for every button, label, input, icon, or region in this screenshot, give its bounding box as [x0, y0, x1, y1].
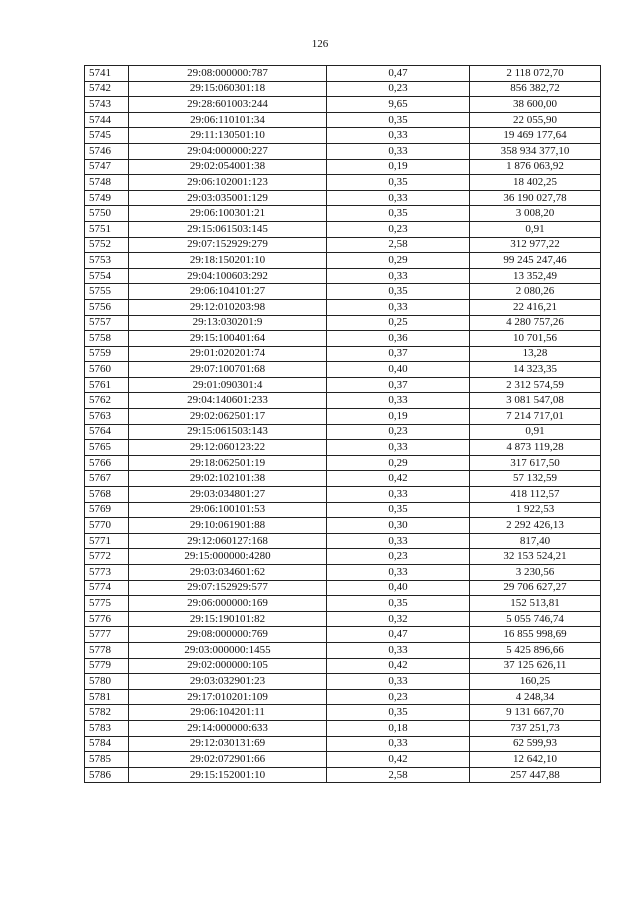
coefficient-cell: 0,35 [327, 705, 470, 721]
cadastral-value-cell: 22 055,90 [470, 112, 601, 128]
table-row [85, 471, 601, 487]
coefficient-cell: 0,35 [327, 175, 470, 191]
coefficient-cell: 0,33 [327, 268, 470, 284]
table-row [85, 175, 601, 191]
row-number-cell: 5749 [85, 190, 129, 206]
cadastral-value-cell: 38 600,00 [470, 97, 601, 113]
coefficient-cell: 0,29 [327, 455, 470, 471]
cadastral-value-cell: 418 112,57 [470, 487, 601, 503]
coefficient-cell: 0,30 [327, 518, 470, 534]
cadastral-number-cell: 29:07:152929:577 [129, 580, 327, 596]
coefficient-cell: 0,35 [327, 284, 470, 300]
cadastral-number-cell: 29:03:000000:1455 [129, 642, 327, 658]
cadastral-number-cell: 29:18:062501:19 [129, 455, 327, 471]
cadastral-number-cell: 29:12:060127:168 [129, 533, 327, 549]
coefficient-cell: 0,33 [327, 299, 470, 315]
coefficient-cell: 0,33 [327, 393, 470, 409]
cadastral-number-cell: 29:12:030131:69 [129, 736, 327, 752]
row-number-cell: 5765 [85, 440, 129, 456]
cadastral-number-cell: 29:15:061503:145 [129, 221, 327, 237]
cadastral-number-cell: 29:02:102101:38 [129, 471, 327, 487]
coefficient-cell: 0,29 [327, 253, 470, 269]
row-number-cell: 5783 [85, 720, 129, 736]
row-number-cell: 5770 [85, 518, 129, 534]
cadastral-value-cell: 16 855 998,69 [470, 627, 601, 643]
row-number-cell: 5758 [85, 331, 129, 347]
coefficient-cell: 0,33 [327, 190, 470, 206]
row-number-cell: 5744 [85, 112, 129, 128]
table-row [85, 518, 601, 534]
table-row [85, 299, 601, 315]
cadastral-number-cell: 29:02:000000:105 [129, 658, 327, 674]
table-body [85, 66, 601, 783]
table-row [85, 97, 601, 113]
cadastral-number-cell: 29:02:062501:17 [129, 409, 327, 425]
table-row [85, 455, 601, 471]
table-row [85, 268, 601, 284]
row-number-cell: 5753 [85, 253, 129, 269]
cadastral-number-cell: 29:15:060301:18 [129, 81, 327, 97]
cadastral-value-cell: 3 230,56 [470, 565, 601, 581]
cadastral-number-cell: 29:06:100301:21 [129, 206, 327, 222]
cadastral-value-cell: 18 402,25 [470, 175, 601, 191]
cadastral-value-cell: 0,91 [470, 424, 601, 440]
row-number-cell: 5782 [85, 705, 129, 721]
coefficient-cell: 0,23 [327, 221, 470, 237]
table-row [85, 424, 601, 440]
row-number-cell: 5761 [85, 377, 129, 393]
cadastral-value-cell: 7 214 717,01 [470, 409, 601, 425]
cadastral-value-cell: 10 701,56 [470, 331, 601, 347]
cadastral-number-cell: 29:13:030201:9 [129, 315, 327, 331]
row-number-cell: 5781 [85, 689, 129, 705]
coefficient-cell: 0,18 [327, 720, 470, 736]
cadastral-number-cell: 29:01:090301:4 [129, 377, 327, 393]
table-row [85, 674, 601, 690]
cadastral-value-cell: 358 934 377,10 [470, 143, 601, 159]
table-row [85, 143, 601, 159]
row-number-cell: 5760 [85, 362, 129, 378]
cadastral-number-cell: 29:03:035001:129 [129, 190, 327, 206]
coefficient-cell: 0,33 [327, 487, 470, 503]
cadastral-number-cell: 29:07:152929:279 [129, 237, 327, 253]
row-number-cell: 5784 [85, 736, 129, 752]
coefficient-cell: 0,35 [327, 206, 470, 222]
coefficient-cell: 0,33 [327, 128, 470, 144]
cadastral-number-cell: 29:17:010201:109 [129, 689, 327, 705]
row-number-cell: 5755 [85, 284, 129, 300]
row-number-cell: 5779 [85, 658, 129, 674]
cadastral-number-cell: 29:04:100603:292 [129, 268, 327, 284]
table-row [85, 767, 601, 783]
row-number-cell: 5759 [85, 346, 129, 362]
table-row [85, 487, 601, 503]
table-row [85, 66, 601, 82]
cadastral-number-cell: 29:15:190101:82 [129, 611, 327, 627]
row-number-cell: 5767 [85, 471, 129, 487]
row-number-cell: 5780 [85, 674, 129, 690]
cadastral-number-cell: 29:18:150201:10 [129, 253, 327, 269]
coefficient-cell: 0,33 [327, 674, 470, 690]
cadastral-number-cell: 29:06:100101:53 [129, 502, 327, 518]
cadastral-value-cell: 4 280 757,26 [470, 315, 601, 331]
cadastral-number-cell: 29:10:061901:88 [129, 518, 327, 534]
row-number-cell: 5742 [85, 81, 129, 97]
row-number-cell: 5756 [85, 299, 129, 315]
cadastral-value-cell: 99 245 247,46 [470, 253, 601, 269]
coefficient-cell: 0,23 [327, 81, 470, 97]
table-row [85, 237, 601, 253]
table-row [85, 362, 601, 378]
row-number-cell: 5751 [85, 221, 129, 237]
table-row [85, 502, 601, 518]
table-row [85, 533, 601, 549]
page-number: 126 [311, 38, 329, 50]
row-number-cell: 5773 [85, 565, 129, 581]
cadastral-number-cell: 29:06:110101:34 [129, 112, 327, 128]
cadastral-value-cell: 36 190 027,78 [470, 190, 601, 206]
table-row [85, 720, 601, 736]
row-number-cell: 5785 [85, 752, 129, 768]
cadastral-number-cell: 29:12:060123:22 [129, 440, 327, 456]
row-number-cell: 5774 [85, 580, 129, 596]
cadastral-value-cell: 152 513,81 [470, 596, 601, 612]
cadastral-value-cell: 257 447,88 [470, 767, 601, 783]
table-row [85, 190, 601, 206]
cadastral-number-cell: 29:11:130501:10 [129, 128, 327, 144]
cadastral-number-cell: 29:06:104201:11 [129, 705, 327, 721]
table-row [85, 81, 601, 97]
cadastral-value-cell: 12 642,10 [470, 752, 601, 768]
data-table [84, 65, 601, 783]
table-row [85, 128, 601, 144]
coefficient-cell: 0,32 [327, 611, 470, 627]
table-row [85, 565, 601, 581]
cadastral-number-cell: 29:14:000000:633 [129, 720, 327, 736]
cadastral-number-cell: 29:01:020201:74 [129, 346, 327, 362]
table-row [85, 658, 601, 674]
row-number-cell: 5748 [85, 175, 129, 191]
coefficient-cell: 0,19 [327, 159, 470, 175]
table-row [85, 284, 601, 300]
coefficient-cell: 2,58 [327, 237, 470, 253]
cadastral-value-cell: 160,25 [470, 674, 601, 690]
table-row [85, 596, 601, 612]
cadastral-number-cell: 29:07:100701:68 [129, 362, 327, 378]
row-number-cell: 5745 [85, 128, 129, 144]
coefficient-cell: 0,47 [327, 627, 470, 643]
cadastral-number-cell: 29:28:601003:244 [129, 97, 327, 113]
table-row [85, 331, 601, 347]
table-row [85, 689, 601, 705]
cadastral-value-cell: 3 008,20 [470, 206, 601, 222]
table-row [85, 112, 601, 128]
cadastral-number-cell: 29:15:061503:143 [129, 424, 327, 440]
coefficient-cell: 0,23 [327, 424, 470, 440]
row-number-cell: 5786 [85, 767, 129, 783]
row-number-cell: 5747 [85, 159, 129, 175]
row-number-cell: 5769 [85, 502, 129, 518]
table-row [85, 377, 601, 393]
table-row [85, 315, 601, 331]
cadastral-value-cell: 2 118 072,70 [470, 66, 601, 82]
coefficient-cell: 0,23 [327, 549, 470, 565]
cadastral-value-cell: 3 081 547,08 [470, 393, 601, 409]
cadastral-number-cell: 29:15:100401:64 [129, 331, 327, 347]
coefficient-cell: 0,19 [327, 409, 470, 425]
cadastral-value-cell: 32 153 524,21 [470, 549, 601, 565]
cadastral-value-cell: 856 382,72 [470, 81, 601, 97]
cadastral-value-cell: 29 706 627,27 [470, 580, 601, 596]
cadastral-number-cell: 29:04:140601:233 [129, 393, 327, 409]
cadastral-value-cell: 2 292 426,13 [470, 518, 601, 534]
cadastral-value-cell: 57 132,59 [470, 471, 601, 487]
table-row [85, 627, 601, 643]
cadastral-number-cell: 29:15:000000:4280 [129, 549, 327, 565]
cadastral-value-cell: 312 977,22 [470, 237, 601, 253]
table-row [85, 642, 601, 658]
coefficient-cell: 0,35 [327, 502, 470, 518]
cadastral-number-cell: 29:06:102001:123 [129, 175, 327, 191]
cadastral-number-cell: 29:02:054001:38 [129, 159, 327, 175]
cadastral-value-cell: 817,40 [470, 533, 601, 549]
row-number-cell: 5768 [85, 487, 129, 503]
coefficient-cell: 0,33 [327, 143, 470, 159]
row-number-cell: 5754 [85, 268, 129, 284]
table-row [85, 159, 601, 175]
cadastral-value-cell: 737 251,73 [470, 720, 601, 736]
table-row [85, 253, 601, 269]
cadastral-number-cell: 29:03:034601:62 [129, 565, 327, 581]
coefficient-cell: 0,33 [327, 736, 470, 752]
coefficient-cell: 0,33 [327, 642, 470, 658]
row-number-cell: 5743 [85, 97, 129, 113]
cadastral-value-cell: 5 055 746,74 [470, 611, 601, 627]
coefficient-cell: 0,33 [327, 533, 470, 549]
table-row [85, 206, 601, 222]
coefficient-cell: 0,33 [327, 440, 470, 456]
cadastral-number-cell: 29:06:000000:169 [129, 596, 327, 612]
cadastral-value-cell: 14 323,35 [470, 362, 601, 378]
row-number-cell: 5777 [85, 627, 129, 643]
cadastral-number-cell: 29:08:000000:769 [129, 627, 327, 643]
table-row [85, 393, 601, 409]
cadastral-number-cell: 29:15:152001:10 [129, 767, 327, 783]
table-row [85, 580, 601, 596]
cadastral-value-cell: 19 469 177,64 [470, 128, 601, 144]
coefficient-cell: 0,42 [327, 752, 470, 768]
cadastral-value-cell: 4 873 119,28 [470, 440, 601, 456]
cadastral-number-cell: 29:03:032901:23 [129, 674, 327, 690]
coefficient-cell: 0,40 [327, 362, 470, 378]
coefficient-cell: 0,40 [327, 580, 470, 596]
cadastral-value-cell: 2 312 574,59 [470, 377, 601, 393]
row-number-cell: 5763 [85, 409, 129, 425]
cadastral-value-cell: 62 599,93 [470, 736, 601, 752]
table-row [85, 549, 601, 565]
cadastral-value-cell: 317 617,50 [470, 455, 601, 471]
table-row [85, 409, 601, 425]
cadastral-number-cell: 29:06:104101:27 [129, 284, 327, 300]
cadastral-value-cell: 1 922,53 [470, 502, 601, 518]
row-number-cell: 5746 [85, 143, 129, 159]
cadastral-value-cell: 4 248,34 [470, 689, 601, 705]
coefficient-cell: 0,42 [327, 658, 470, 674]
cadastral-value-cell: 9 131 667,70 [470, 705, 601, 721]
row-number-cell: 5766 [85, 455, 129, 471]
cadastral-value-cell: 2 080,26 [470, 284, 601, 300]
cadastral-number-cell: 29:02:072901:66 [129, 752, 327, 768]
cadastral-value-cell: 37 125 626,11 [470, 658, 601, 674]
cadastral-number-cell: 29:04:000000:227 [129, 143, 327, 159]
coefficient-cell: 9,65 [327, 97, 470, 113]
coefficient-cell: 0,23 [327, 689, 470, 705]
row-number-cell: 5741 [85, 66, 129, 82]
row-number-cell: 5762 [85, 393, 129, 409]
coefficient-cell: 0,25 [327, 315, 470, 331]
cadastral-value-cell: 13 352,49 [470, 268, 601, 284]
coefficient-cell: 0,47 [327, 66, 470, 82]
table-row [85, 440, 601, 456]
table-row [85, 346, 601, 362]
row-number-cell: 5757 [85, 315, 129, 331]
coefficient-cell: 2,58 [327, 767, 470, 783]
coefficient-cell: 0,35 [327, 596, 470, 612]
table-row [85, 611, 601, 627]
coefficient-cell: 0,37 [327, 346, 470, 362]
row-number-cell: 5752 [85, 237, 129, 253]
cadastral-value-cell: 5 425 896,66 [470, 642, 601, 658]
row-number-cell: 5776 [85, 611, 129, 627]
cadastral-number-cell: 29:08:000000:787 [129, 66, 327, 82]
cadastral-number-cell: 29:03:034801:27 [129, 487, 327, 503]
row-number-cell: 5775 [85, 596, 129, 612]
coefficient-cell: 0,36 [327, 331, 470, 347]
row-number-cell: 5771 [85, 533, 129, 549]
coefficient-cell: 0,33 [327, 565, 470, 581]
cadastral-value-cell: 22 416,21 [470, 299, 601, 315]
row-number-cell: 5772 [85, 549, 129, 565]
cadastral-number-cell: 29:12:010203:98 [129, 299, 327, 315]
row-number-cell: 5778 [85, 642, 129, 658]
row-number-cell: 5750 [85, 206, 129, 222]
coefficient-cell: 0,42 [327, 471, 470, 487]
cadastral-value-cell: 0,91 [470, 221, 601, 237]
coefficient-cell: 0,35 [327, 112, 470, 128]
table-row [85, 736, 601, 752]
table-row [85, 705, 601, 721]
row-number-cell: 5764 [85, 424, 129, 440]
cadastral-value-cell: 13,28 [470, 346, 601, 362]
coefficient-cell: 0,37 [327, 377, 470, 393]
table-row [85, 752, 601, 768]
table-row [85, 221, 601, 237]
cadastral-value-cell: 1 876 063,92 [470, 159, 601, 175]
